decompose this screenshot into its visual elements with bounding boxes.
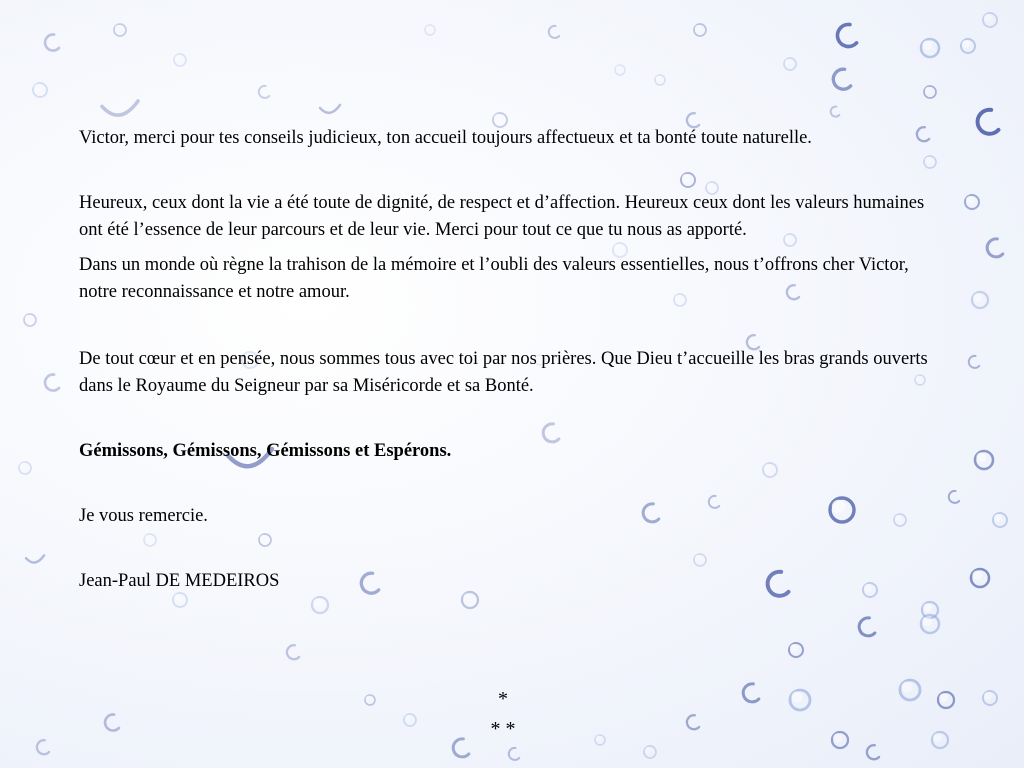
water-drop [114, 24, 126, 36]
water-drop [983, 13, 997, 27]
water-drop [969, 356, 979, 368]
letter-body [79, 125, 939, 595]
water-drop [789, 643, 803, 657]
water-drop [549, 26, 559, 38]
water-drop [961, 39, 975, 53]
water-drop [784, 58, 796, 70]
water-drop [833, 69, 850, 89]
water-drop [971, 569, 989, 587]
water-drop [259, 86, 269, 98]
water-drop [975, 451, 993, 469]
water-drop [837, 24, 856, 46]
water-drop [24, 314, 36, 326]
water-drop [174, 54, 186, 66]
closing-remerciement: Je vous remercie. [79, 506, 208, 526]
ornament-star-top: * [498, 688, 508, 710]
water-drop [102, 101, 138, 115]
water-drop [867, 745, 879, 759]
ornament-star-bottom: * * [490, 718, 516, 740]
water-drop [987, 239, 1003, 257]
water-drop [993, 513, 1007, 527]
water-drop [972, 292, 988, 308]
water-drop [19, 462, 31, 474]
water-drop [831, 107, 840, 117]
water-drop [320, 105, 340, 113]
water-drop [425, 25, 435, 35]
paragraph-thanks: Victor, merci pour tes conseils judicieux, ton accueil toujours affectueux et ta bonté toute naturelle. [79, 128, 812, 148]
water-drop [33, 83, 47, 97]
water-drop [921, 615, 939, 633]
paragraph-monde: Dans un monde où règne la trahison de la mémoire et l’oubli des valeurs essentielles, nous t’offrons cher Victor, notre reconnaissance et notre amour. [79, 255, 909, 302]
water-drop [312, 597, 328, 613]
water-drop [287, 645, 299, 659]
water-drop [37, 740, 49, 754]
water-drop [644, 746, 656, 758]
water-drop [859, 618, 875, 636]
water-drop [173, 593, 187, 607]
water-drop [949, 491, 959, 503]
water-drop [978, 110, 999, 134]
water-drop [509, 748, 519, 760]
water-drop [694, 24, 706, 36]
paragraph-priere: De tout cœur et en pensée, nous sommes tous avec toi par nos prières. Que Dieu t’accueille les bras grands ouverts dans le Royaume du Seigneur par sa Miséricorde et sa Bonté. [79, 349, 928, 396]
water-drop [615, 65, 625, 75]
water-drop [924, 86, 936, 98]
water-drop [26, 556, 44, 563]
signature-name: Jean-Paul DE MEDEIROS [79, 571, 280, 591]
water-drop [921, 39, 939, 57]
water-drop [45, 35, 59, 51]
water-drop [45, 375, 59, 391]
paragraph-heureux: Heureux, ceux dont la vie a été toute de dignité, de respect et d’affection. Heureux ceux dont les valeurs humaines ont été l’essence de leur parcours et de leur vie. Merci pour tout ce que tu nous as apporté. [79, 193, 925, 240]
paragraph-gemissons: Gémissons, Gémissons, Gémissons et Espérons. [79, 441, 452, 461]
water-drop [655, 75, 665, 85]
water-drop [965, 195, 979, 209]
